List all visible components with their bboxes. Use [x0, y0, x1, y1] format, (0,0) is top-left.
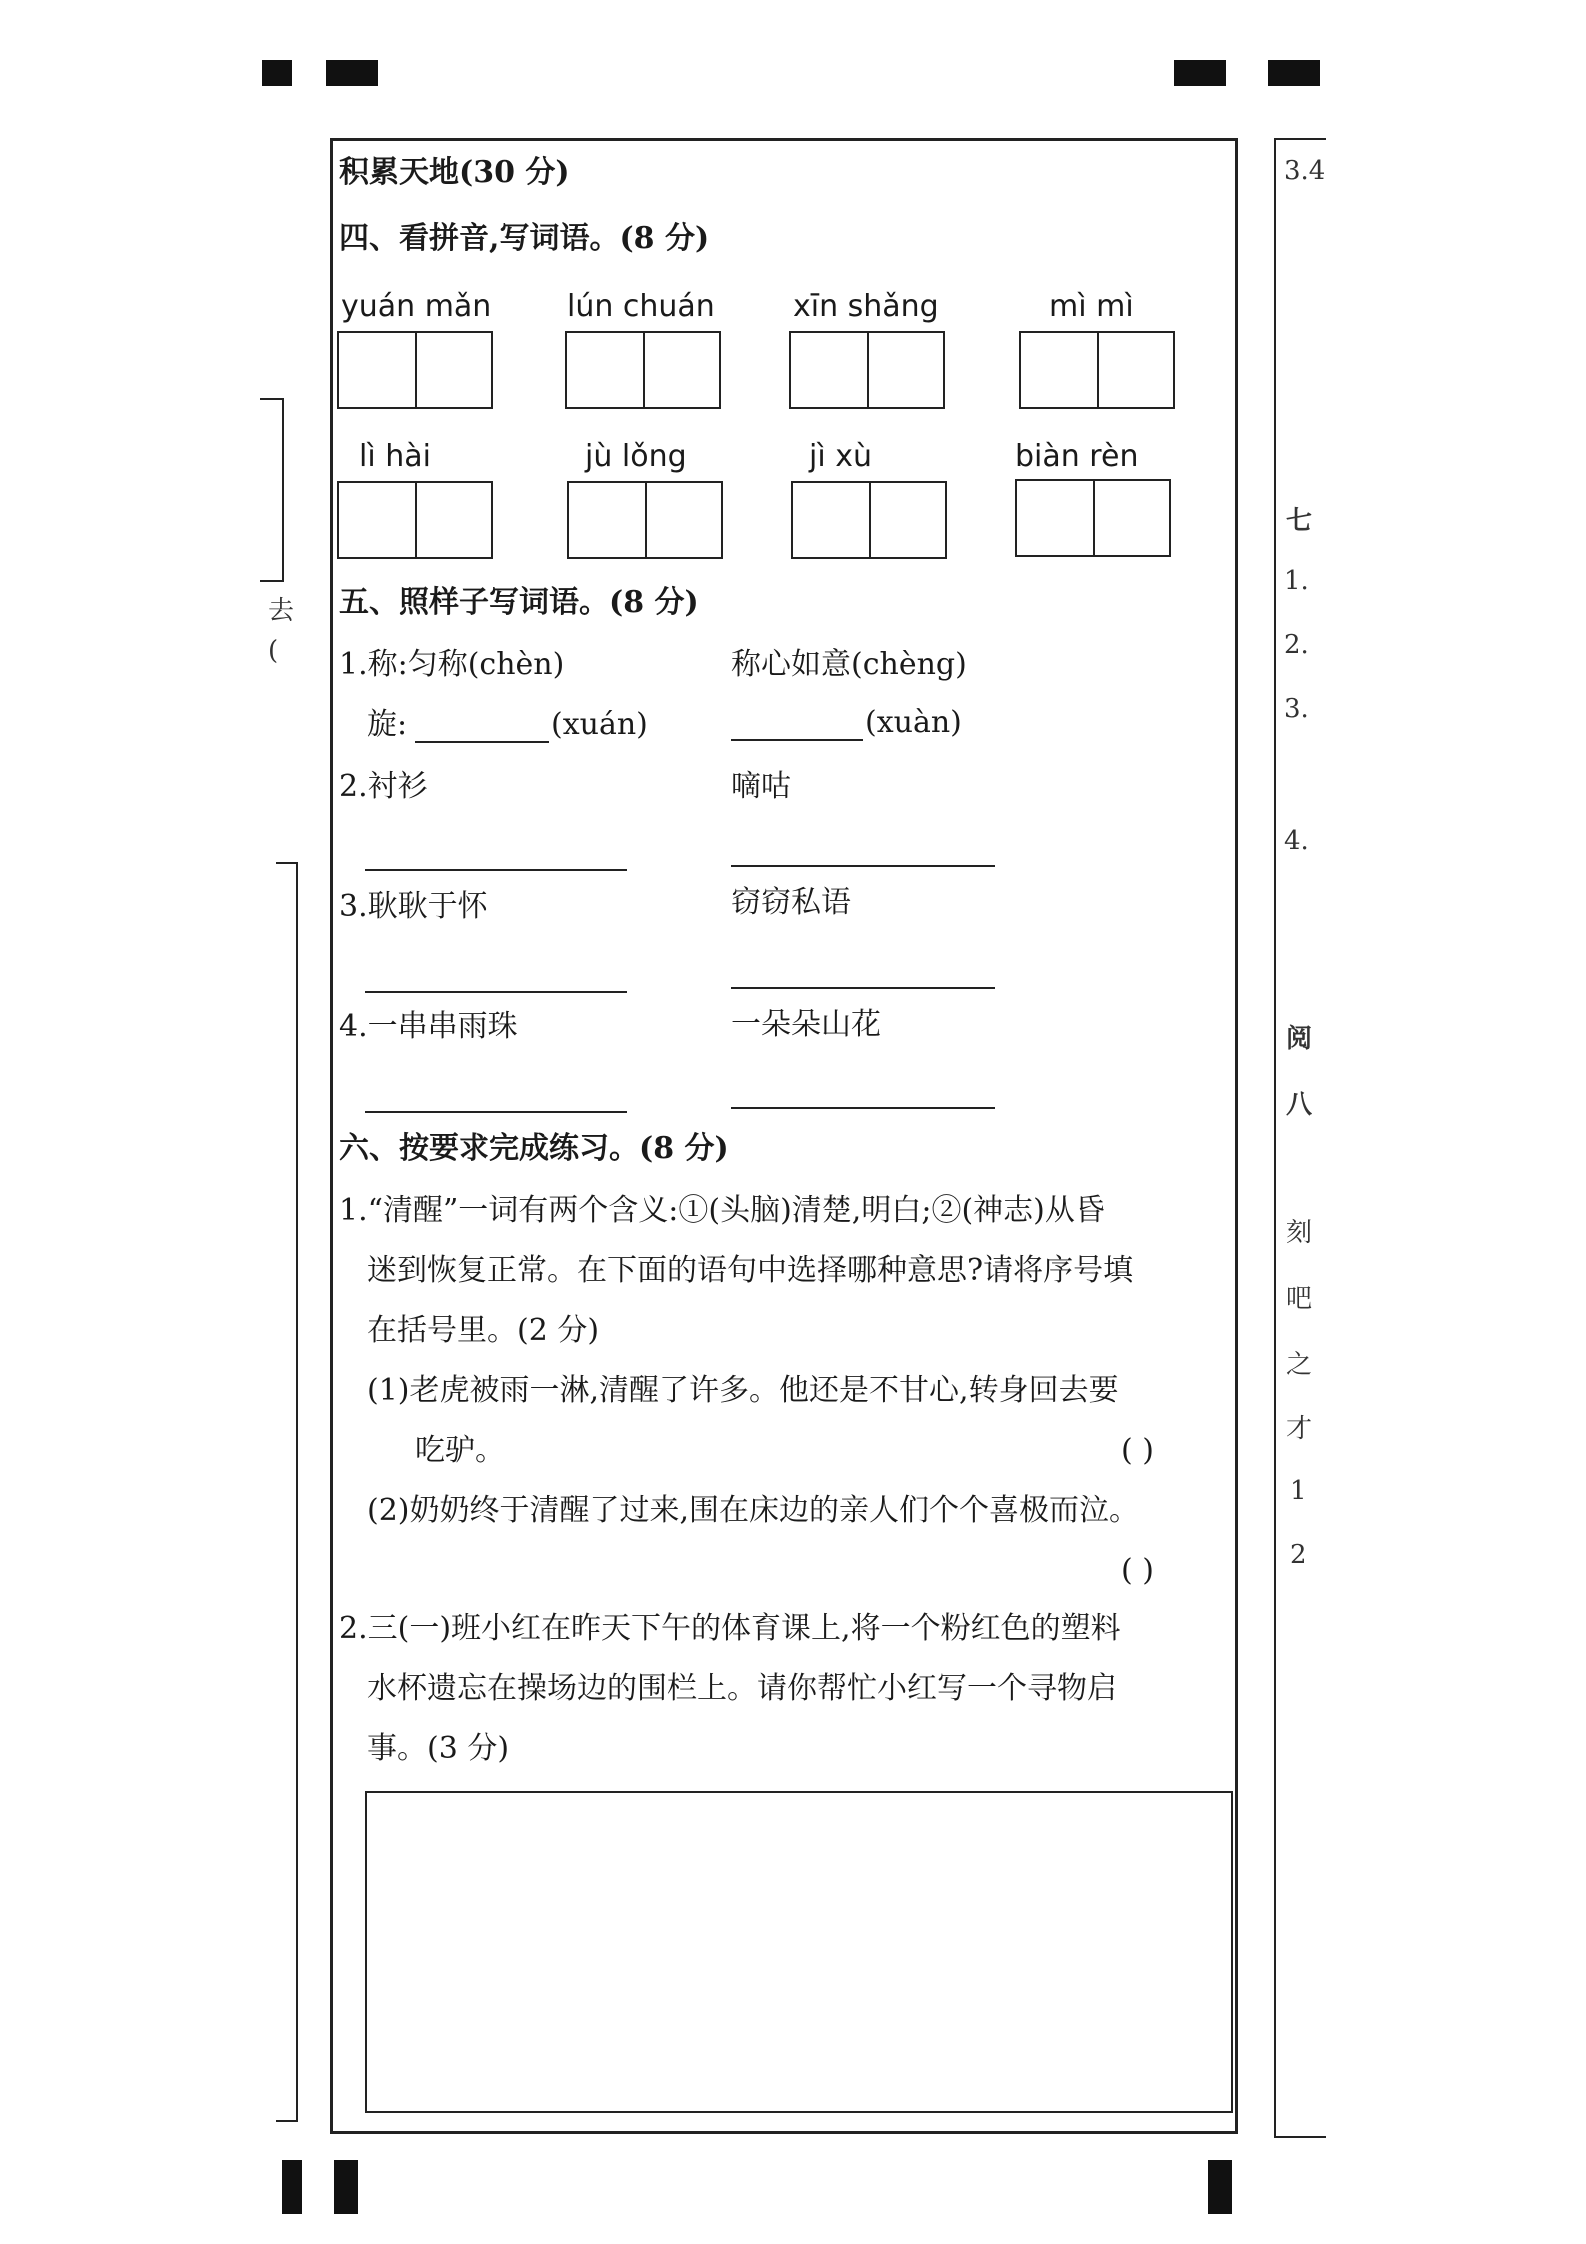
q5-item1-example-a: 1.称:匀称(chèn) [339, 647, 565, 682]
pinyin-bian-ren: biàn rèn [1015, 439, 1139, 474]
registration-mark-top-left-1 [262, 60, 292, 86]
q6-sentence1-answer-paren[interactable]: ( ) [1121, 1433, 1154, 1468]
q6-sentence1-line1: (1)老虎被雨一淋,清醒了许多。他还是不甘心,转身回去要 [367, 1373, 1119, 1408]
left-binding-bracket-2 [276, 862, 298, 2122]
answer-grid-8[interactable] [1015, 479, 1171, 557]
pinyin-lun-chuan: lún chuán [567, 289, 715, 324]
right-fragment-2: 七 [1286, 506, 1313, 536]
registration-mark-bottom-left-2 [334, 2160, 358, 2214]
q6-sentence1-line2: 吃驴。 [415, 1433, 505, 1468]
q5-item2-example-b: 嘀咕 [731, 769, 791, 804]
q5-item4-blank-b[interactable] [731, 1107, 995, 1109]
q5-item4-example-b: 一朵朵山花 [731, 1007, 881, 1042]
right-fragment-14: 2 [1290, 1540, 1307, 1570]
q5-item4-blank-a[interactable] [365, 1111, 627, 1113]
q5-item1-blank-a[interactable] [415, 741, 549, 743]
right-page-edge [1274, 138, 1326, 2138]
q6-item2-line1: 2.三(一)班小红在昨天下午的体育课上,将一个粉红色的塑料 [339, 1611, 1121, 1646]
pinyin-xin-shang: xīn shǎng [793, 289, 939, 324]
q5-item2-blank-a[interactable] [365, 869, 627, 871]
left-fragment-2: ( [268, 636, 279, 666]
right-fragment-8: 八 [1286, 1090, 1313, 1120]
q5-item1-example-b: 称心如意(chèng) [731, 647, 967, 682]
q5-item3-example-b: 窃窃私语 [731, 885, 851, 920]
answer-grid-6[interactable] [567, 481, 723, 559]
answer-grid-3[interactable] [789, 331, 945, 409]
q6-sentence2-line1: (2)奶奶终于清醒了过来,围在床边的亲人们个个喜极而泣。 [367, 1493, 1140, 1528]
pinyin-ju-long: jù lǒng [585, 439, 687, 474]
right-fragment-6: 4. [1284, 826, 1309, 856]
q6-title: 六、按要求完成练习。(8 分) [339, 1131, 729, 1166]
q5-item1-pinyin-b: (xuàn) [865, 705, 962, 740]
answer-grid-5[interactable] [337, 481, 493, 559]
q5-item3-blank-b[interactable] [731, 987, 995, 989]
section-title: 积累天地(30 分) [339, 155, 570, 190]
answer-grid-4[interactable] [1019, 331, 1175, 409]
q4-title: 四、看拼音,写词语。(8 分) [339, 221, 710, 256]
pinyin-mi-mi: mì mì [1049, 289, 1134, 324]
q5-item1-pinyin-a: (xuán) [551, 707, 648, 742]
q5-item2-blank-b[interactable] [731, 865, 995, 867]
registration-mark-top-right-2 [1268, 60, 1320, 86]
answer-grid-7[interactable] [791, 481, 947, 559]
q6-item1-line1: 1.“清醒”一词有两个含义:①(头脑)清楚,明白;②(神志)从昏 [339, 1193, 1105, 1228]
q6-item2-line2: 水杯遗忘在操场边的围栏上。请你帮忙小红写一个寻物启 [367, 1671, 1117, 1706]
q5-item3-example-a: 3.耿耿于怀 [339, 889, 488, 924]
q5-item3-blank-a[interactable] [365, 991, 627, 993]
right-fragment-1: 3.4 [1284, 156, 1326, 186]
q5-item4-example-a: 4.一串串雨珠 [339, 1009, 518, 1044]
q5-item1-prompt: 旋: [367, 707, 408, 742]
q6-item2-line3: 事。(3 分) [367, 1731, 510, 1766]
registration-mark-top-left-2 [326, 60, 378, 86]
q5-item1-blank-b[interactable] [731, 739, 863, 741]
pinyin-ji-xu: jì xù [809, 439, 872, 474]
right-fragment-4: 2. [1284, 630, 1309, 660]
q5-item2-example-a: 2.衬衫 [339, 769, 428, 804]
registration-mark-bottom-right [1208, 2160, 1232, 2214]
answer-grid-1[interactable] [337, 331, 493, 409]
pinyin-li-hai: lì hài [359, 439, 431, 474]
q6-item1-line2: 迷到恢复正常。在下面的语句中选择哪种意思?请将序号填 [367, 1253, 1134, 1288]
exam-section-frame [330, 138, 1238, 2134]
left-fragment-1: 去 [268, 596, 295, 626]
answer-grid-2[interactable] [565, 331, 721, 409]
right-fragment-12: 才 [1286, 1414, 1313, 1444]
right-fragment-11: 之 [1286, 1350, 1313, 1380]
q6-item1-line3: 在括号里。(2 分) [367, 1313, 600, 1348]
right-fragment-10: 吧 [1286, 1284, 1313, 1314]
lost-item-notice-answer-box[interactable] [365, 1791, 1233, 2113]
right-fragment-9: 刻 [1286, 1218, 1313, 1248]
q5-title: 五、照样子写词语。(8 分) [339, 585, 699, 620]
registration-mark-top-right-1 [1174, 60, 1226, 86]
right-fragment-13: 1 [1290, 1476, 1307, 1506]
right-fragment-5: 3. [1284, 694, 1309, 724]
right-fragment-7: 阅 [1286, 1024, 1313, 1054]
pinyin-yuan-man: yuán mǎn [341, 289, 492, 324]
left-binding-bracket-1 [260, 398, 284, 582]
registration-mark-bottom-left-1 [282, 2160, 302, 2214]
right-fragment-3: 1. [1284, 566, 1309, 596]
q6-sentence2-answer-paren[interactable]: ( ) [1121, 1553, 1154, 1588]
